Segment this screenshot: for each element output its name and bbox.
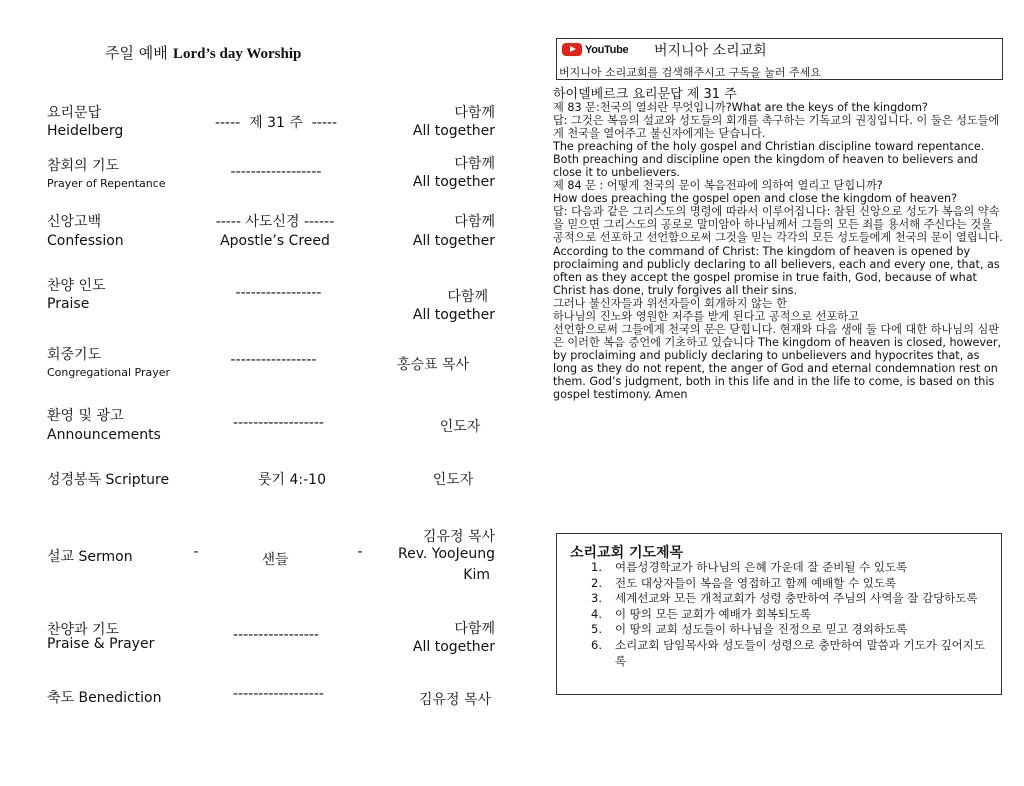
item-benediction-right: 김유정 목사 (418, 692, 492, 708)
heidelberg-a83-ko: 답: 그것은 복음의 설교와 성도들의 회개를 촉구하는 기독교의 권징입니다. 이 둘은 성도들에게 천국을 열어주고 불신자에게는 닫습니다. (553, 114, 1000, 141)
item-praise-right-en: All together (412, 307, 495, 323)
worship-title (105, 42, 301, 63)
prayer-item-text: 여름성경학교가 하나님의 은혜 가운데 잘 준비될 수 있도록 (615, 560, 908, 574)
item-scripture-mid: 룻기 4:-10 (258, 472, 326, 488)
item-sermon-mid: 샌들 (261, 552, 289, 568)
item-praise-prayer-mid: ----------------- (233, 627, 319, 643)
prayer-item-text: 소리교회 담임목사와 성도들이 성령으로 충만하여 말씀과 기도가 깊어지도록 (615, 637, 985, 668)
item-confession-right-en: All together (412, 233, 495, 249)
heidelberg-title: 하이델베르크 요리문답 제 31 주 (553, 87, 737, 102)
heidelberg-a84-part3: 하나님의 진노와 영원한 저주를 받게 된다고 공적으로 선포하고 (553, 309, 859, 323)
prayer-item (591, 638, 986, 669)
item-repentance-right-en: All together (412, 174, 495, 190)
heidelberg-a84-part4: 선언함으로써 그들에게 천국의 문은 닫힙니다. 현재와 다음 생애 둘 다에 대한 하나님의 심판은 이러한 복음 증언에 기초하고 있습니다 The kingdom of heaven is closed, however, by proclaiming and publicly declaring to unbelievers and hypocrites that, as long as they do not repent, the anger of God and eternal condemnation rest on them. God’s judgment, both in this life and in the life to come, is based on this gospel testimony. Amen (553, 322, 1002, 402)
item-confession-ko: 신앙고백 (47, 214, 102, 230)
item-announcements-en: Announcements (47, 427, 161, 443)
item-confession-en: Confession (47, 233, 124, 249)
item-sermon-dash-right: - (357, 544, 363, 560)
item-sermon-right-1: 김유정 목사 (422, 529, 495, 545)
prayer-item-text: 전도 대상자들이 복음을 영접하고 함께 예배할 수 있도록 (615, 575, 897, 590)
prayer-item-num: 4. (591, 606, 602, 621)
item-benediction-label: 축도 Benediction (47, 690, 162, 706)
heidelberg-a84-part2: 그러나 불신자들과 위선자들이 회개하지 않는 한 (553, 296, 787, 310)
item-confession-mid2: Apostle’s Creed (220, 233, 330, 249)
heidelberg-q84-ko: 제 84 문 : 어떻게 천국의 문이 복음전파에 의하여 열리고 닫힙니까? (553, 179, 883, 193)
item-repentance-right-ko: 다함께 (454, 156, 495, 172)
item-announcements-right: 인도자 (439, 419, 481, 435)
worship-title-en: Lord’s day Worship (172, 46, 302, 62)
item-praise-mid: ----------------- (235, 285, 322, 301)
item-congregational-right: 홍승표 목사 (396, 357, 470, 373)
prayer-item (591, 576, 986, 592)
prayer-item (591, 622, 986, 638)
item-congregational-mid: ----------------- (230, 352, 317, 368)
prayer-item-num: 3. (591, 591, 602, 606)
item-benediction-mid: ------------------ (233, 686, 324, 702)
item-confession-right-ko: 다함께 (454, 214, 495, 230)
prayer-item (591, 560, 986, 576)
item-congregational-ko: 회중기도 (47, 347, 102, 363)
prayer-item (591, 607, 986, 623)
item-scripture-label: 성경봉독 Scripture (47, 472, 170, 488)
item-scripture-right: 인도자 (432, 472, 474, 488)
prayer-item-num: 5. (591, 622, 602, 637)
item-heidelberg-ko: 요리문답 (47, 105, 102, 121)
item-praise-prayer-ko: 찬양과 기도 (47, 622, 120, 638)
worship-title-ko: 주일 예배 (105, 44, 168, 62)
youtube-play-icon (562, 43, 582, 56)
prayer-item-text: 세계선교와 모든 개척교회가 성령 충만하여 주님의 사역을 잘 감당하도록 (615, 591, 978, 606)
heidelberg-q84-en: How does preaching the gospel open and close the kingdom of heaven? (553, 192, 958, 206)
item-repentance-ko: 참회의 기도 (47, 158, 120, 174)
item-announcements-mid: ------------------ (233, 415, 324, 431)
item-praise-prayer-right-en: All together (412, 639, 495, 655)
item-heidelberg-mid: ----- 제 31 주 ----- (214, 115, 338, 131)
item-heidelberg-en: Heidelberg (47, 123, 124, 139)
item-repentance-en: Prayer of Repentance (47, 177, 166, 190)
prayer-item-num: 6. (591, 637, 602, 652)
prayer-item-text: 이 땅의 교회 성도들이 하나님을 진정으로 믿고 경외하도록 (615, 622, 908, 637)
item-praise-prayer-right-ko: 다함께 (454, 621, 495, 637)
item-praise-ko: 찬양 인도 (47, 278, 106, 294)
item-announcements-ko: 환영 및 광고 (47, 408, 124, 424)
item-congregational-en: Congregational Prayer (47, 366, 171, 379)
prayer-item-num: 2. (591, 575, 602, 590)
heidelberg-a83-en: The preaching of the holy gospel and Christian discipline toward repentance. Both preaching and discipline open the kingdom of heaven to believers and close it to unbelievers. (553, 140, 985, 180)
item-praise-en: Praise (47, 296, 90, 312)
item-confession-mid: ----- 사도신경 ------ (215, 214, 335, 230)
prayer-list (591, 560, 986, 669)
prayer-item-text: 이 땅의 모든 교회가 예배가 회복되도록 (615, 606, 812, 621)
youtube-subtitle: 버지니아 소리교회를 검색해주시고 구독을 눌러 주세요 (559, 66, 821, 79)
item-praise-prayer-en: Praise & Prayer (47, 636, 155, 652)
prayer-item (591, 591, 986, 607)
item-heidelberg-right-en: All together (412, 123, 495, 139)
youtube-wordmark: YouTube (585, 43, 629, 56)
heidelberg-a84-part1: 답: 다음과 같은 그리스도의 명령에 따라서 이루어집니다: 참된 신앙으로 성도가 복음의 약속을 믿으면 그리스도의 공로로 말미암아 하나님께서 그들의 모든 죄를 용서해 주신다는 것을 공적으로 선포하고 선언함으로써 그것을 믿는 각각의 모든 성도들에게 천국의 문이 열립니다. According to the command of Christ: The kingdom of heaven is opened by proclaiming and publicly declaring to all believers, each and every one, that, as often as they accept the gospel promise in true faith, God, because of what Christ has done, truly forgives all their sins. (553, 205, 1003, 297)
item-sermon-dash-left: - (193, 544, 199, 560)
item-praise-right-ko: 다함께 (447, 289, 488, 305)
item-sermon-right-3: Kim (463, 567, 490, 583)
item-sermon-right-2: Rev. YooJeung (397, 546, 495, 562)
prayer-item-num: 1. (591, 560, 602, 574)
youtube-logo[interactable] (562, 43, 628, 56)
heidelberg-q83: 제 83 문:천국의 열쇠란 무엇입니까?What are the keys of the kingdom? (553, 101, 928, 114)
item-sermon-label: 설교 Sermon (47, 549, 133, 565)
youtube-church-name: 버지니아 소리교회 (654, 43, 767, 59)
heidelberg-body (553, 101, 1005, 401)
item-heidelberg-right-ko: 다함께 (454, 105, 495, 121)
prayer-title: 소리교회 기도제목 (570, 545, 684, 561)
item-repentance-mid: ------------------ (230, 164, 322, 180)
